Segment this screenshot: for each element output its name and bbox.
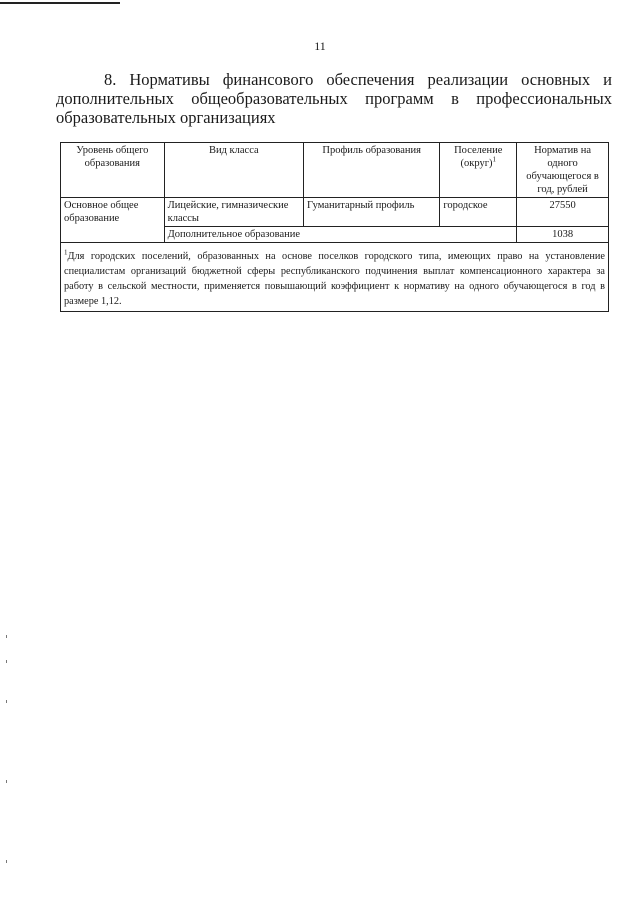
header-profile: Профиль образования [303,143,439,198]
scan-mark [6,700,7,703]
table-footnote-row [61,243,609,312]
cell-settlement: городское [440,198,517,227]
scan-mark [6,780,7,783]
footnote [61,243,609,312]
cell-norm: 27550 [517,198,609,227]
header-class-type: Вид класса [164,143,303,198]
cell-level: Основное общее образование [61,198,165,243]
page-number: 11 [314,39,326,53]
table-header-row [61,143,609,198]
scan-mark [6,635,7,638]
section-heading: 8. Нормативы финансового обеспечения реализации основных и дополнительных общеобразовательных программ в профессиональных образовательных организациях [56,70,612,127]
scan-mark [6,860,7,863]
footnote-reference: 1 [492,155,497,164]
cell-additional-label: Дополнительное образование [164,227,517,243]
cell-additional-norm: 1038 [517,227,609,243]
header-level: Уровень общего образования [61,143,165,198]
norms-table [60,142,609,312]
footnote-text: Для городских поселений, образованных на основе поселков городского типа, имеющих право на установление специалистам организаций бюджетной сферы республиканского подчинения выплат компенсационного характера за работу в сельской местности, применяется повышающий коэффициент к нормативу на одного обучающегося в год в размере 1,12. [64,251,605,307]
header-norm: Норматив на одного обучающегося в год, рублей [517,143,609,198]
cell-class-type: Лицейские, гимназические классы [164,198,303,227]
header-settlement-text: Поселение (округ) [454,145,503,169]
cell-profile: Гуманитарный профиль [303,198,439,227]
scan-mark [6,660,7,663]
header-settlement [440,143,517,198]
top-corner-line [0,2,120,4]
footnote-mark: 1 [64,248,68,257]
table-row [61,198,609,227]
